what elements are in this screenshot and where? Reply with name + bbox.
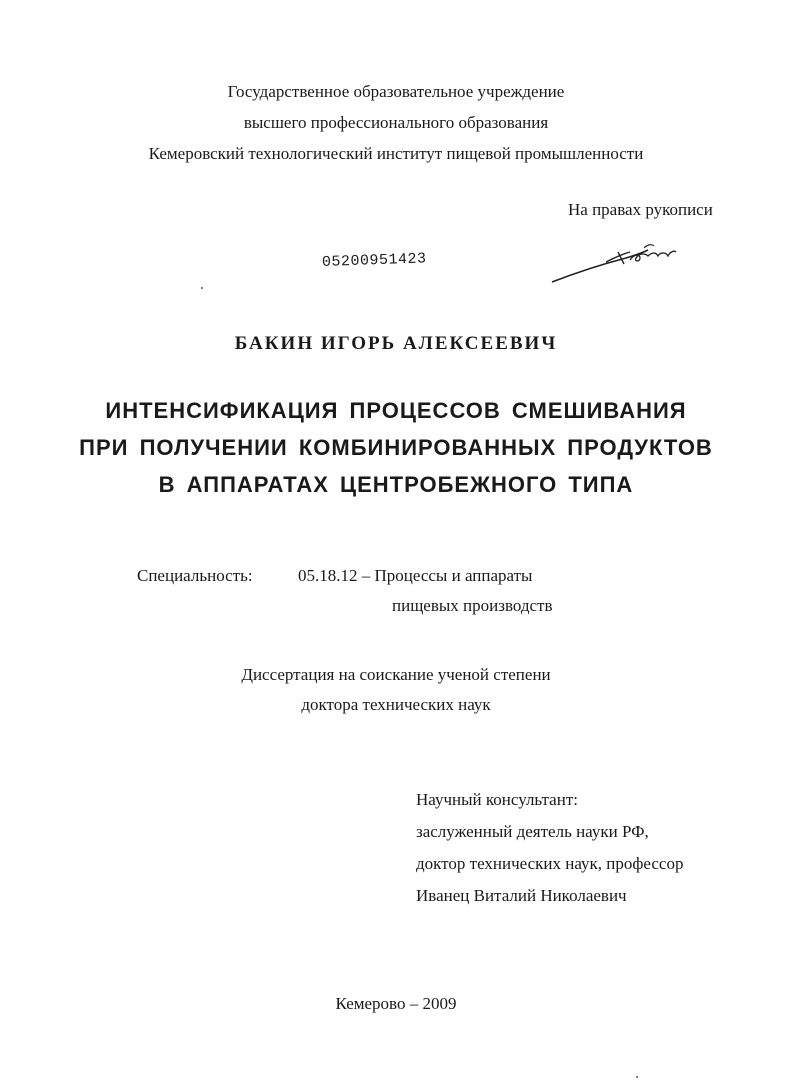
title-line-3: В АППАРАТАХ ЦЕНТРОБЕЖНОГО ТИПА <box>158 472 634 497</box>
rights-note: На правах рукописи <box>568 200 713 219</box>
specialty-value-line-2: пищевых производств <box>392 596 553 615</box>
scan-speck <box>636 1076 638 1078</box>
institution-line-1: Государственное образовательное учреждение <box>227 82 565 101</box>
scan-speck <box>201 287 203 289</box>
institution-block <box>0 76 792 169</box>
signature <box>548 238 688 288</box>
degree-line-2: доктора технических наук <box>301 695 491 714</box>
consultant-line-1: Научный консультант: <box>416 790 578 809</box>
scientific-consultant <box>416 784 683 912</box>
institution-line-3: Кемеровский технологический институт пищевой промышленности <box>148 144 644 163</box>
consultant-line-3: доктор технических наук, профессор <box>416 854 684 873</box>
specialty-value-line-1: 05.18.12 – Процессы и аппараты <box>298 566 533 585</box>
dissertation-title <box>0 392 792 503</box>
specialty-label: Специальность: <box>137 566 253 585</box>
title-line-2: ПРИ ПОЛУЧЕНИИ КОМБИНИРОВАННЫХ ПРОДУКТОВ <box>79 435 713 460</box>
author-name: БАКИН ИГОРЬ АЛЕКСЕЕВИЧ <box>234 333 558 354</box>
title-line-1: ИНТЕНСИФИКАЦИЯ ПРОЦЕССОВ СМЕШИВАНИЯ <box>105 398 687 423</box>
city-year: Кемерово – 2009 <box>335 994 457 1013</box>
dissertation-degree <box>0 660 792 720</box>
institution-line-2: высшего профессионального образования <box>243 113 549 132</box>
consultant-line-4: Иванец Виталий Николаевич <box>416 886 627 905</box>
catalog-number: 05200951423 <box>321 250 427 271</box>
consultant-line-2: заслуженный деятель науки РФ, <box>416 822 649 841</box>
degree-line-1: Диссертация на соискание ученой степени <box>241 665 551 684</box>
